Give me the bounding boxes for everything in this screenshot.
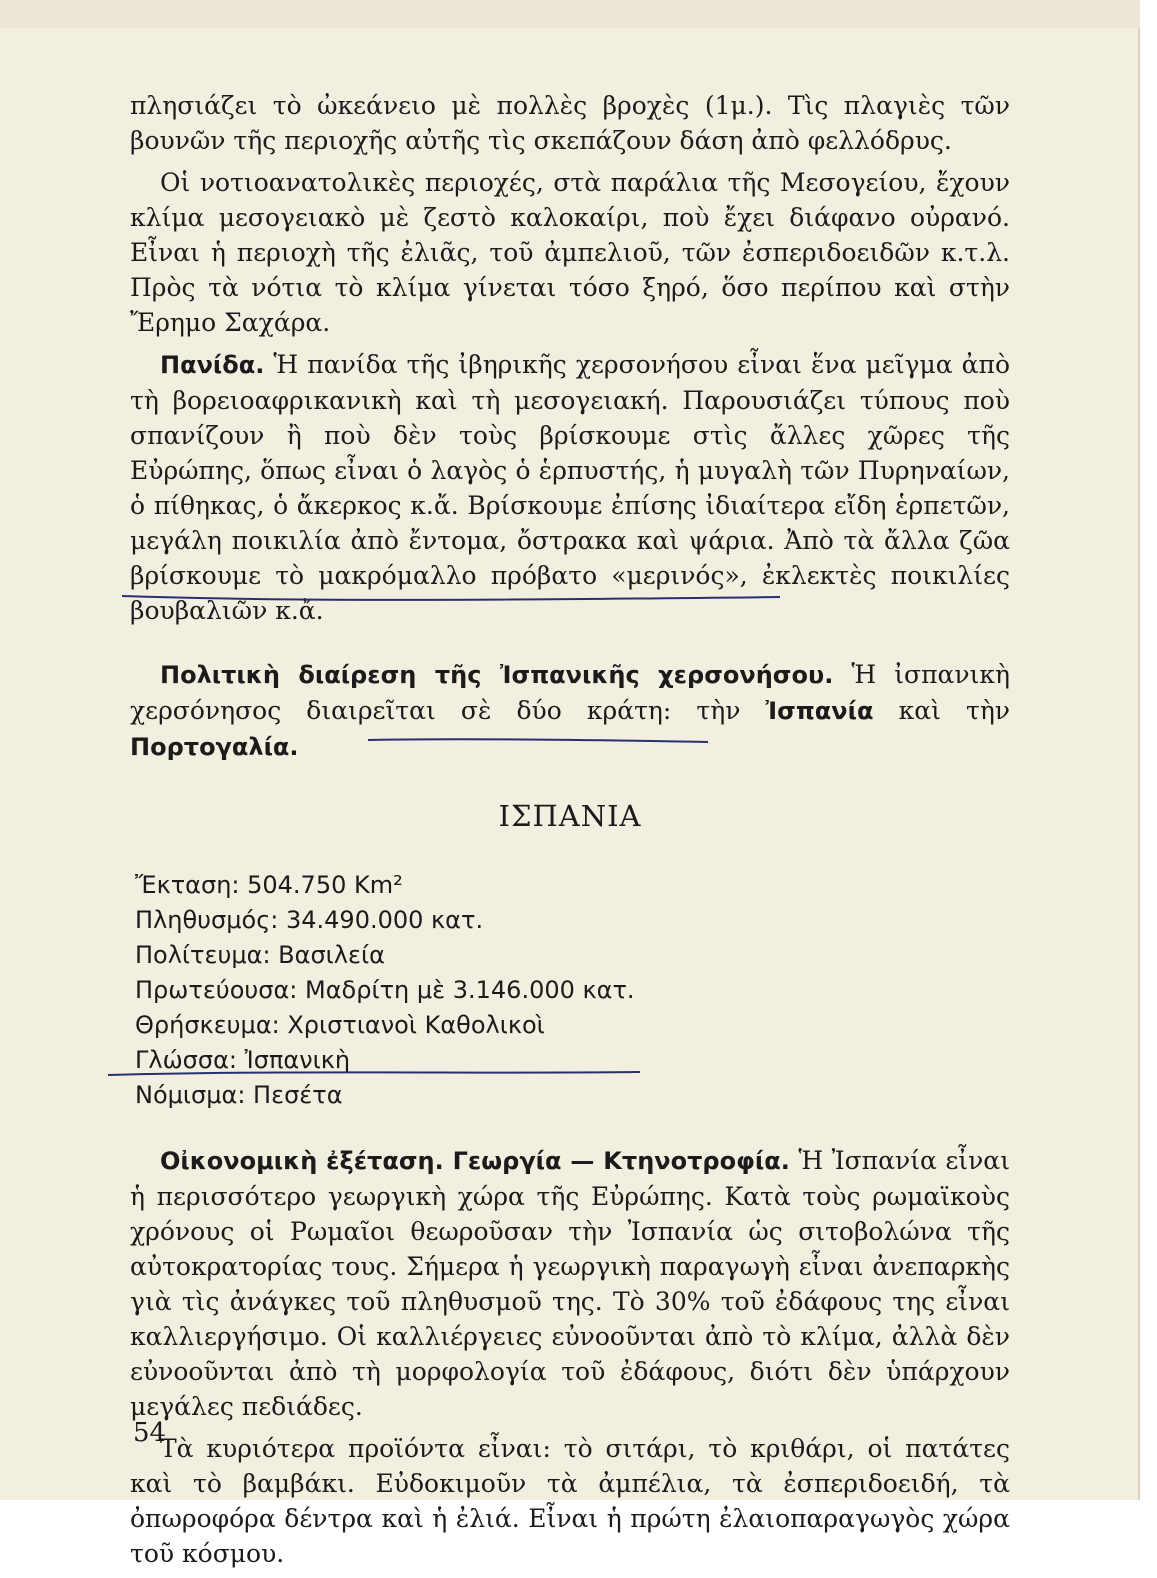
paragraph-political-division bbox=[130, 657, 1010, 765]
paragraph-climate-southeast: Οἱ νοτιοανατολικὲς περιοχές, στὰ παράλια τῆς Μεσογείου, ἔχουν κλίμα μεσογειακὸ μὲ ζεστὸ καλοκαίρι, ποὺ ἔχει διάφανο οὐρανό. Εἶναι ἡ περιοχὴ τῆς ἐλιᾶς, τοῦ ἀμπελιοῦ, τῶν ἐσπεριδοειδῶν κ.τ.λ. Πρὸς τὰ νότια τὸ κλίμα γίνεται τόσο ξηρό, ὅσο περίπου καὶ στὴν Ἔρημο Σαχάρα. bbox=[130, 168, 1010, 337]
section-title-spain: ΙΣΠΑΝΙΑ bbox=[498, 799, 642, 833]
fact-language: Γλώσσα: Ἰσπανικὴ bbox=[135, 1046, 351, 1074]
political-division-heading: Πολιτικὴ διαίρεση τῆς Ἰσπανικῆς χερσονήσου. bbox=[160, 661, 834, 689]
fact-population: Πληθυσμός: 34.490.000 κατ. bbox=[135, 906, 484, 934]
page-content bbox=[130, 88, 1010, 1578]
fact-currency: Νόμισμα: Πεσέτα bbox=[135, 1081, 343, 1109]
paragraph-products: Τὰ κυριότερα προϊόντα εἶναι: τὸ σιτάρι, τὸ κριθάρι, οἱ πατάτες καὶ τὸ βαμβάκι. Εὐδοκιμοῦν τὰ ἀμπέλια, τὰ ἐσπεριδοειδή, τὰ ὀπωροφόρα δέντρα καὶ ἡ ἐλιά. Εἶναι ἡ πρώτη ἐλαιοπαραγωγὸς χώρα τοῦ κόσμου. bbox=[130, 1434, 1010, 1568]
fact-religion: Θρήσκευμα: Χριστιανοὶ Καθολικοὶ bbox=[135, 1011, 545, 1039]
political-division-text: Ἡ ἰσπανικὴ χερσόνησος διαιρεῖται σὲ δύο κράτη: τὴν bbox=[130, 660, 1011, 725]
paragraph-fauna bbox=[130, 347, 1010, 628]
spain-facts-list bbox=[135, 868, 1010, 1113]
page-top-band bbox=[0, 0, 1140, 28]
paragraph-economy bbox=[130, 1143, 1010, 1424]
economy-text: Ἡ Ἰσπανία εἶναι ἡ περισσότερο γεωργικὴ χώρα τῆς Εὐρώπης. Κατὰ τοὺς ρωμαϊκοὺς χρόνους οἱ Ρωμαῖοι θεωροῦσαν τὴν Ἰσπανία ὡς σιτοβολώνα τῆς αὐτοκρατορίας τους. Σήμερα ἡ γεωργικὴ παραγωγὴ εἶναι ἀνεπαρκὴς γιὰ τὶς ἀνάγκες τοῦ πληθυσμοῦ της. Τὸ 30% τοῦ ἐδάφους της εἶναι καλλιεργήσιμο. Οἱ καλλιέργειες εὐνοοῦνται ἀπὸ τὸ κλίμα, ἀλλὰ δὲν εὐνοοῦνται ἀπὸ τὴ μορφολογία τοῦ ἐδάφους, διότι δὲν ὑπάρχουν μεγάλες πεδιάδες. bbox=[130, 1146, 1010, 1421]
fact-capital: Πρωτεύουσα: Μαδρίτη μὲ 3.146.000 κατ. bbox=[135, 976, 635, 1004]
fact-area: Ἔκταση: 504.750 Km² bbox=[135, 871, 403, 899]
fact-government: Πολίτευμα: Βασιλεία bbox=[135, 941, 385, 969]
fauna-heading: Πανίδα. bbox=[160, 351, 265, 379]
spain-term: Ἰσπανία bbox=[765, 697, 874, 725]
page-number: 54 bbox=[133, 1418, 167, 1448]
portugal-term: Πορτογαλία. bbox=[130, 733, 299, 761]
paragraph-climate-west: πλησιάζει τὸ ὠκεάνειο μὲ πολλὲς βροχὲς (1μ.). Τὶς πλαγιὲς τῶν βουνῶν τῆς περιοχῆς αὐτῆς τὶς σκεπάζουν δάση ἀπὸ φελλόδρυς. bbox=[130, 91, 1010, 155]
fauna-text: Ἡ πανίδα τῆς ἰβηρικῆς χερσονήσου εἶναι ἕνα μεῖγμα ἀπὸ τὴ βορειοαφρικανικὴ καὶ τὴ μεσογειακή. Παρουσιάζει τύπους ποὺ σπανίζουν ἢ ποὺ δὲν τοὺς βρίσκουμε στὶς ἄλλες χῶρες τῆς Εὐρώπης, ὅπως εἶναι ὁ λαγὸς ὁ ἑρπυστής, ἡ μυγαλὴ τῶν Πυρηναίων, ὁ πίθηκας, ὁ ἄκερκος κ.ἄ. Βρίσκουμε ἐπίσης ἰδιαίτερα εἴδη ἑρπετῶν, μεγάλη ποικιλία ἀπὸ ἔντομα, ὄστρακα καὶ ψάρια. Ἀπὸ τὰ ἄλλα ζῶα βρίσκουμε τὸ μακρόμαλλο πρόβατο «μερινός», ἐκλεκτὲς ποικιλίες βουβαλιῶν κ.ἄ. bbox=[130, 350, 1010, 625]
political-division-and: καὶ τὴν bbox=[873, 696, 1010, 725]
economy-heading: Οἰκονομικὴ ἐξέταση. Γεωργία — Κτηνοτροφία. bbox=[160, 1147, 790, 1175]
